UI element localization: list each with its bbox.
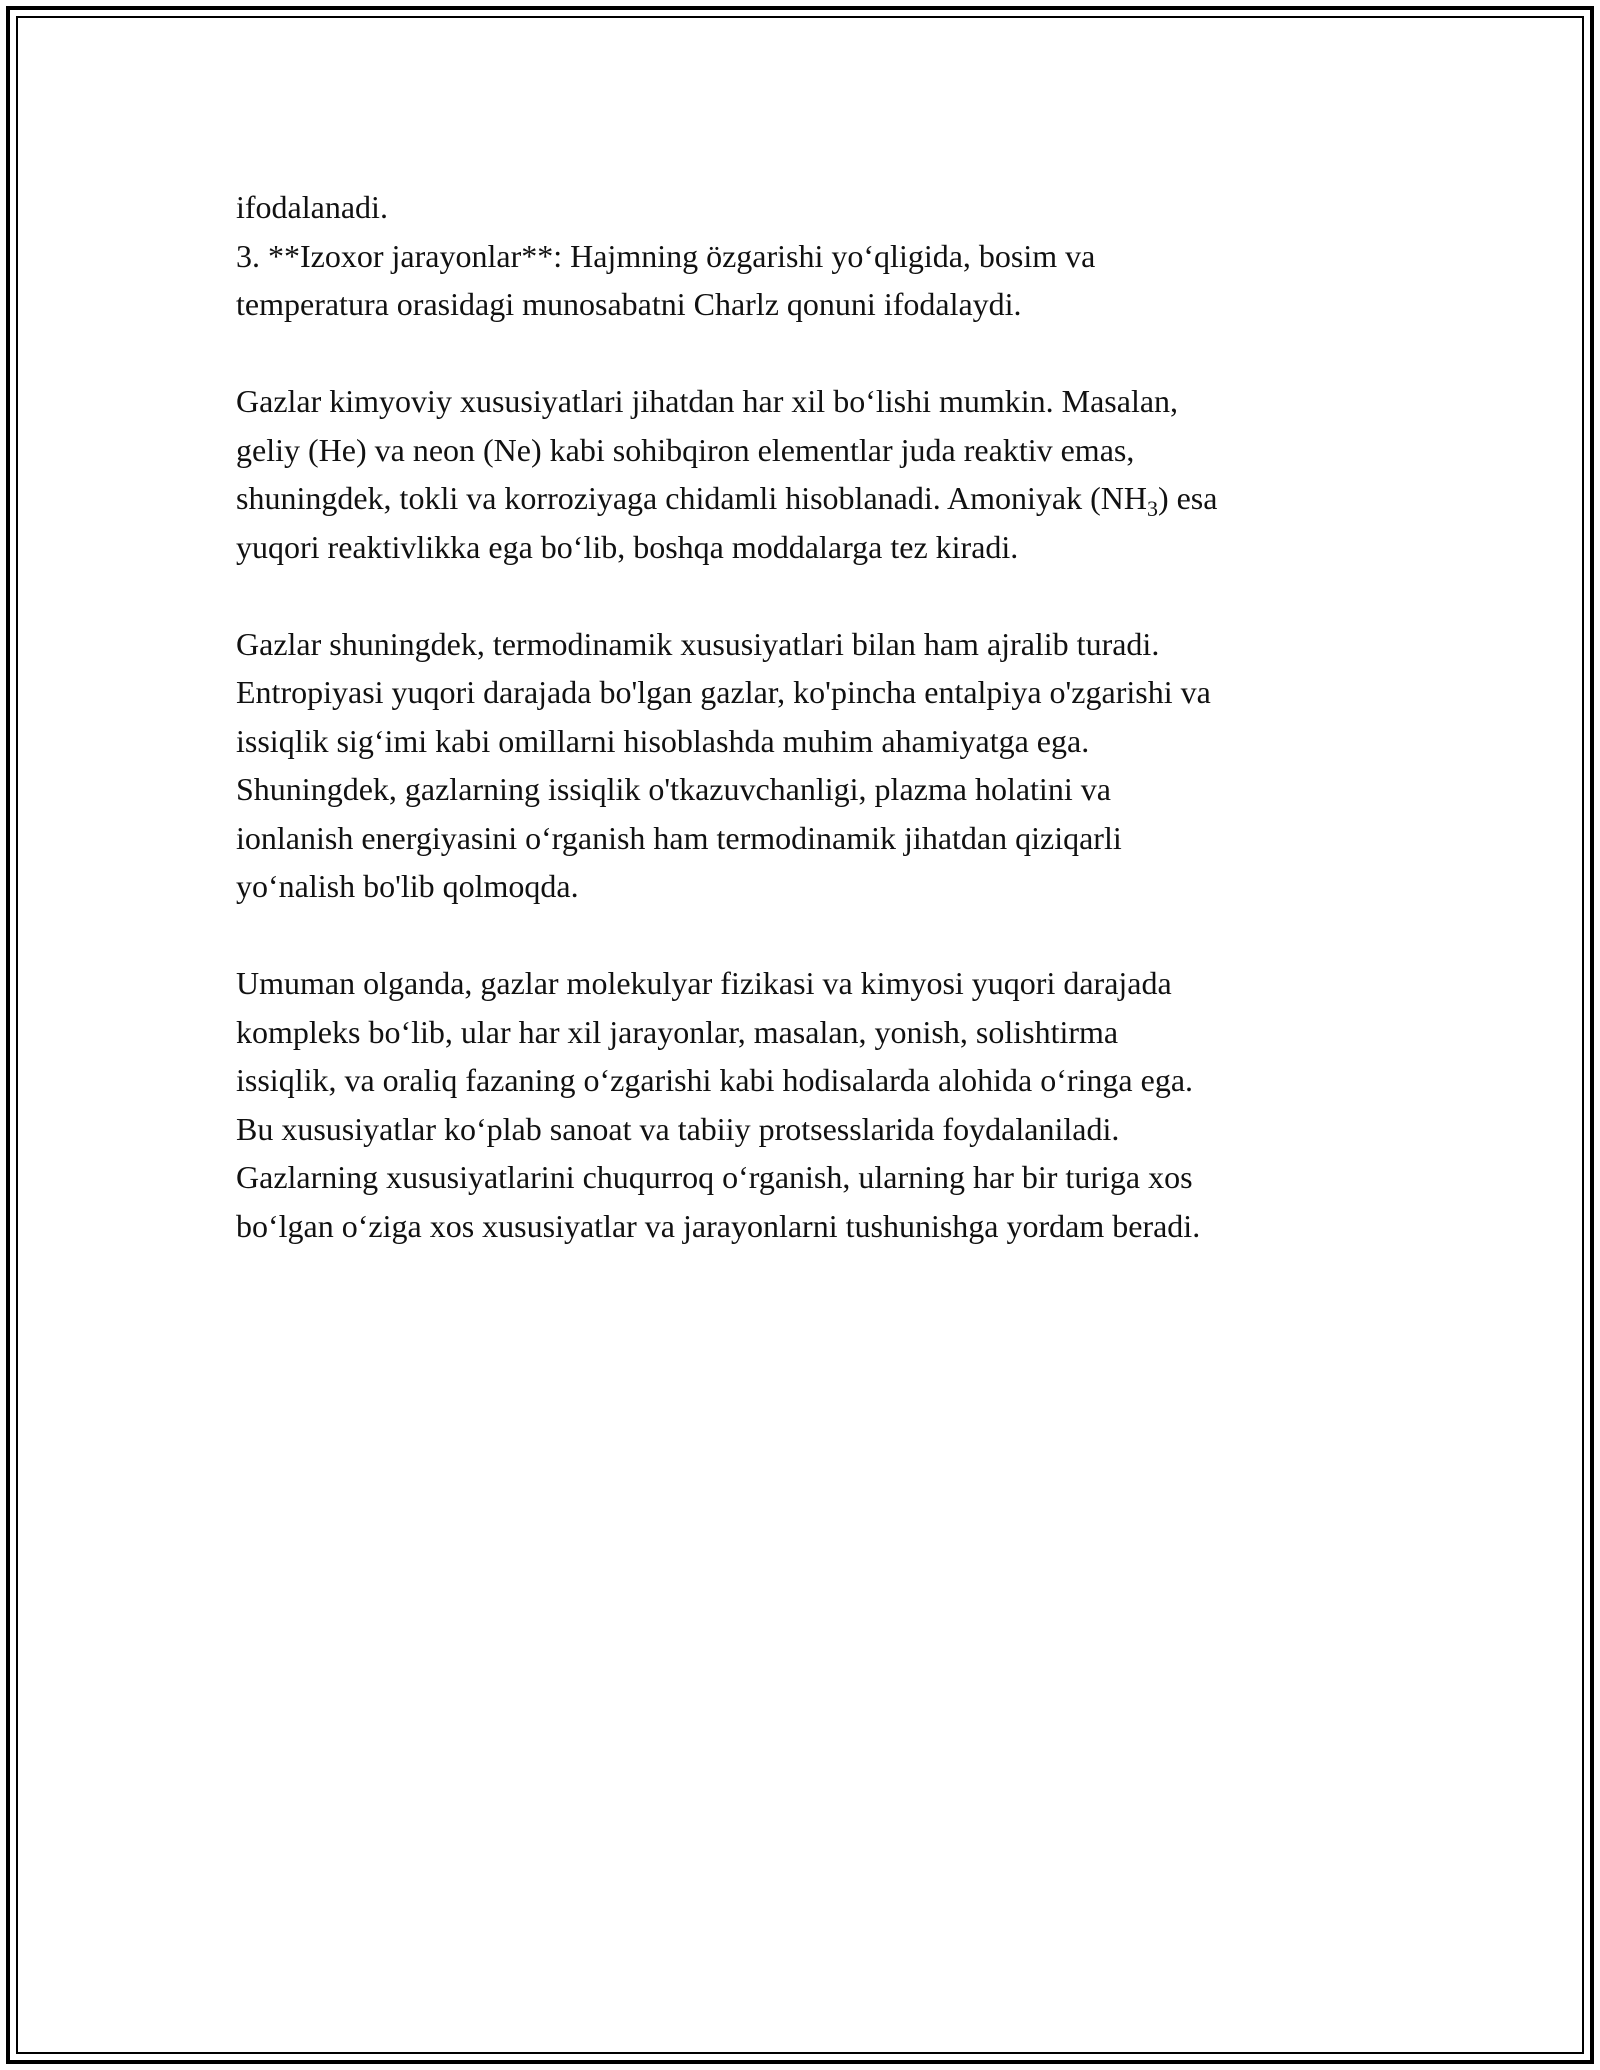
text-line: Entropiyasi yuqori darajada bo'lgan gazlar, ko'pincha entalpiya o'zgarishi va (236, 674, 1211, 710)
text-line: Gazlarning xususiyatlarini chuqurroq o‘rganish, ularning har bir turiga xos (236, 1159, 1193, 1195)
paragraph-chemical-properties (236, 377, 1376, 571)
text-line: ionlanish energiyasini o‘rganish ham termodinamik jihatdan qiziqarli (236, 819, 1122, 856)
text-line: yuqori reaktivlikka ega bo‘lib, boshqa moddalarga tez kiradi. (236, 528, 1019, 565)
text-line: Gazlar kimyoviy xususiyatlari jihatdan har xil bo‘lishi mumkin. Masalan, (236, 383, 1179, 419)
text-line: bo‘lgan o‘ziga xos xususiyatlar va jarayonlarni tushunishga yordam beradi. (236, 1207, 1201, 1244)
ammonia-subscript: 3 (1146, 496, 1158, 521)
paragraph-izoxor (236, 183, 1376, 329)
text-line: yo‘nalish bo'lib qolmoqda. (236, 868, 579, 904)
text-line: ifodalanadi. (236, 189, 388, 225)
text-line-with-formula (236, 474, 1376, 523)
text-line: temperatura orasidagi munosabatni Charlz qonuni ifodalaydi. (236, 286, 1022, 322)
text-line: Gazlar shuningdek, termodinamik xususiyatlari bilan ham ajralib turadi. (236, 625, 1160, 662)
text-segment: ) esa (1157, 480, 1218, 516)
text-line: Umuman olganda, gazlar molekulyar fizikasi va kimyosi yuqori darajada (236, 965, 1172, 1001)
paragraph-thermodynamic-properties (236, 620, 1376, 911)
paragraph-conclusion (236, 959, 1376, 1250)
text-line: kompleks bo‘lib, ular har xil jarayonlar, masalan, yonish, solishtirma (236, 1013, 1119, 1050)
text-line: geliy (He) va neon (Ne) kabi sohibqiron elementlar juda reaktiv emas, (236, 431, 1135, 468)
text-line: Bu xususiyatlar ko‘plab sanoat va tabiiy protsesslarida foydalaniladi. (236, 1110, 1120, 1147)
text-segment: shuningdek, tokli va korroziyaga chidamli hisoblanadi. Amoniyak (NH (236, 480, 1147, 516)
text-line: Shuningdek, gazlarning issiqlik o'tkazuvchanligi, plazma holatini va (236, 771, 1111, 807)
document-body (236, 183, 1376, 1299)
text-line: 3. **Izoxor jarayonlar**: Hajmning özgarishi yo‘qligida, bosim va (236, 237, 1096, 274)
text-line: issiqlik sig‘imi kabi omillarni hisoblashda muhim ahamiyatga ega. (236, 722, 1090, 759)
text-line: issiqlik, va oraliq fazaning o‘zgarishi kabi hodisalarda alohida o‘ringa ega. (236, 1062, 1194, 1098)
